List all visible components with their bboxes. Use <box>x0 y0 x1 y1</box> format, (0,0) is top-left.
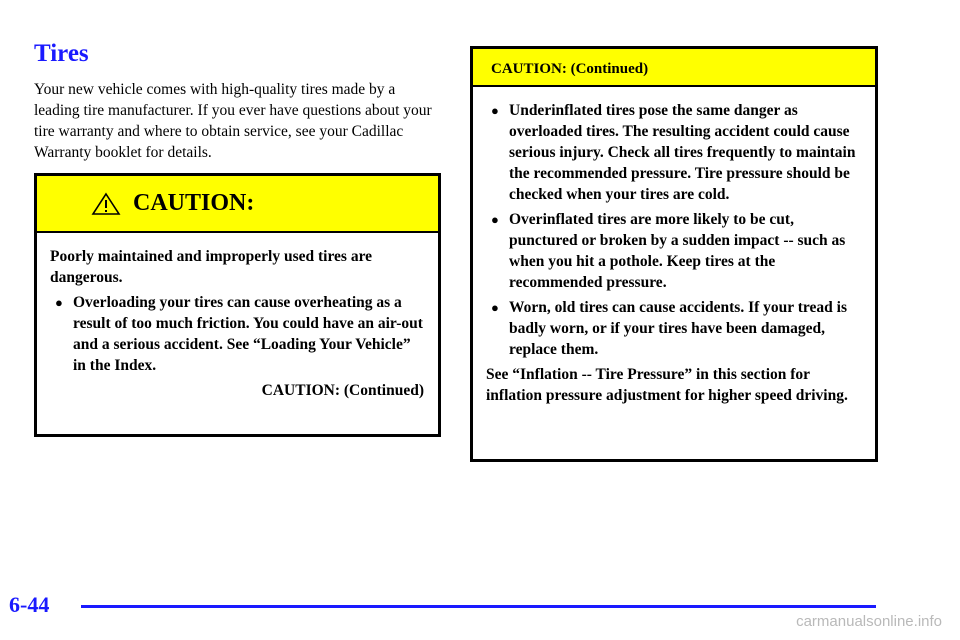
caution-continued-heading: CAUTION: (Continued) <box>491 61 649 77</box>
footer-rule <box>81 605 876 608</box>
closing-paragraph: See “Inflation -- Tire Pressure” in this section for inflation pressure adjustment for higher speed driving. <box>486 366 848 404</box>
watermark: carmanualsonline.info <box>796 613 942 630</box>
caution-intro: Poorly maintained and improperly used tires are dangerous. <box>50 248 373 286</box>
bullet-dot-icon: ● <box>491 103 499 118</box>
caution-box-left <box>34 173 441 437</box>
caution-header <box>37 176 438 233</box>
list-item: ● Worn, old tires can cause accidents. If your tread is badly worn, or if your tires have been damaged, replace them. <box>486 297 861 360</box>
bullet-dot-icon: ● <box>491 212 499 227</box>
warning-triangle-icon <box>91 192 121 221</box>
page-title: Tires <box>34 40 89 67</box>
list-item: ● Overinflated tires are more likely to be cut, punctured or broken by a sudden impact -- such as when you hit a pothole. Keep tires at the recommended pressure. <box>486 209 861 293</box>
page-number: 6-44 <box>9 592 50 617</box>
caution-box-right <box>470 46 878 462</box>
list-item: ● Underinflated tires pose the same danger as overloaded tires. The resulting accident could cause serious injury. Check all tires frequently to maintain the recommended pressure. Tire pressure should be checked when your tires are cold. <box>486 100 861 205</box>
bullet-dot-icon: ● <box>491 300 499 315</box>
caution-continued-note: CAUTION: (Continued) <box>261 382 424 399</box>
intro-paragraph: Your new vehicle comes with high-quality tires made by a leading tire manufacturer. If you ever have questions about your tire warranty and where to obtain service, see your Cadillac Warranty booklet for details. <box>34 81 432 161</box>
caution-heading: CAUTION: <box>133 190 255 216</box>
caution-header-continued <box>473 49 875 87</box>
bullet-dot-icon: ● <box>55 295 63 310</box>
list-item: ● Overloading your tires can cause overheating as a result of too much friction. You could have an air-out and a serious accident. See “Loading Your Vehicle” in the Index. <box>50 292 424 376</box>
